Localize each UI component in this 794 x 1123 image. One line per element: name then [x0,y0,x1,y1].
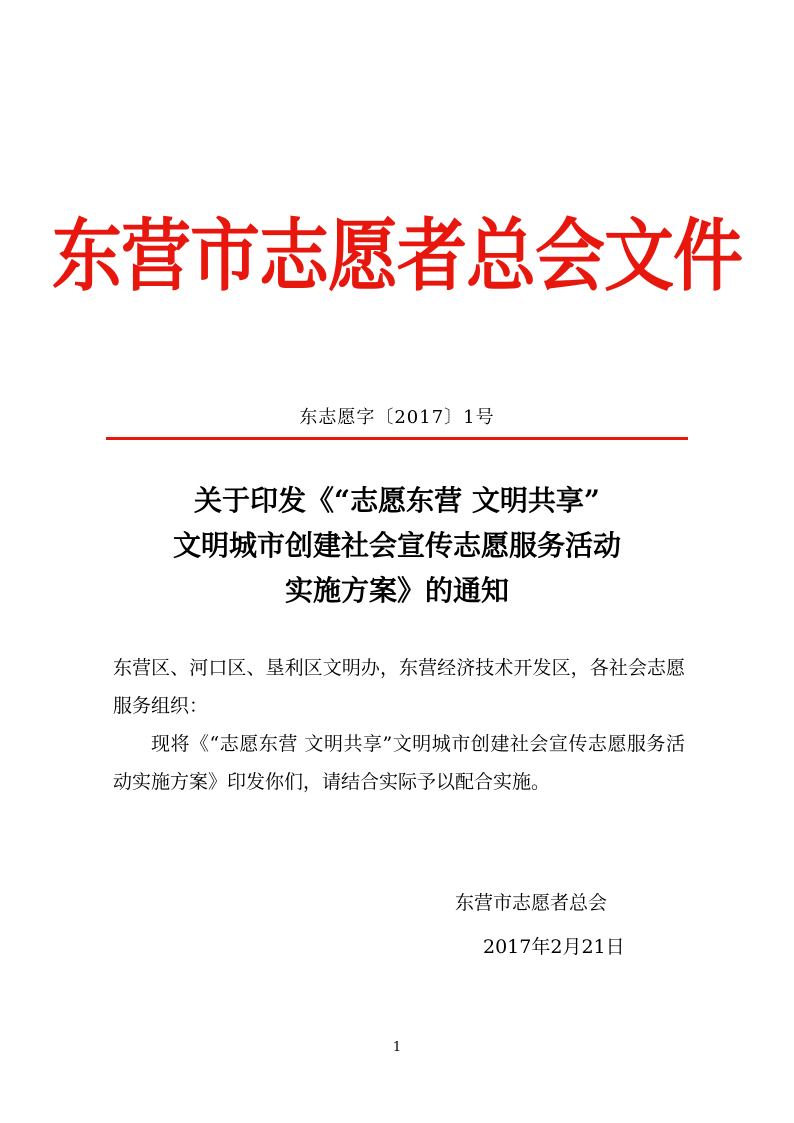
recipients-paragraph: 东营区、河口区、垦利区文明办，东营经济技术开发区，各社会志愿服务组织： [113,657,685,717]
document-number: 东志愿字〔2017〕1号 [299,407,495,428]
notice-title-line-1: 关于印发《“志愿东营 文明共享” [194,484,600,517]
document-masthead: 东营市志愿者总会文件 [52,210,742,302]
main-paragraph: 现将《“志愿东营 文明共享”文明城市创建社会宣传志愿服务活动实施方案》印发你们，请结合实际予以配合实施。 [113,733,685,793]
page-number: 1 [392,1040,402,1055]
signature-date: 2017年2月21日 [483,936,625,958]
notice-body [113,649,685,801]
red-divider-line [106,437,688,440]
signature-organization: 东营市志愿者总会 [455,892,608,914]
notice-title [60,478,734,613]
notice-title-line-3: 实施方案》的通知 [284,574,509,607]
notice-title-line-2: 文明城市创建社会宣传志愿服务活动 [172,529,621,562]
